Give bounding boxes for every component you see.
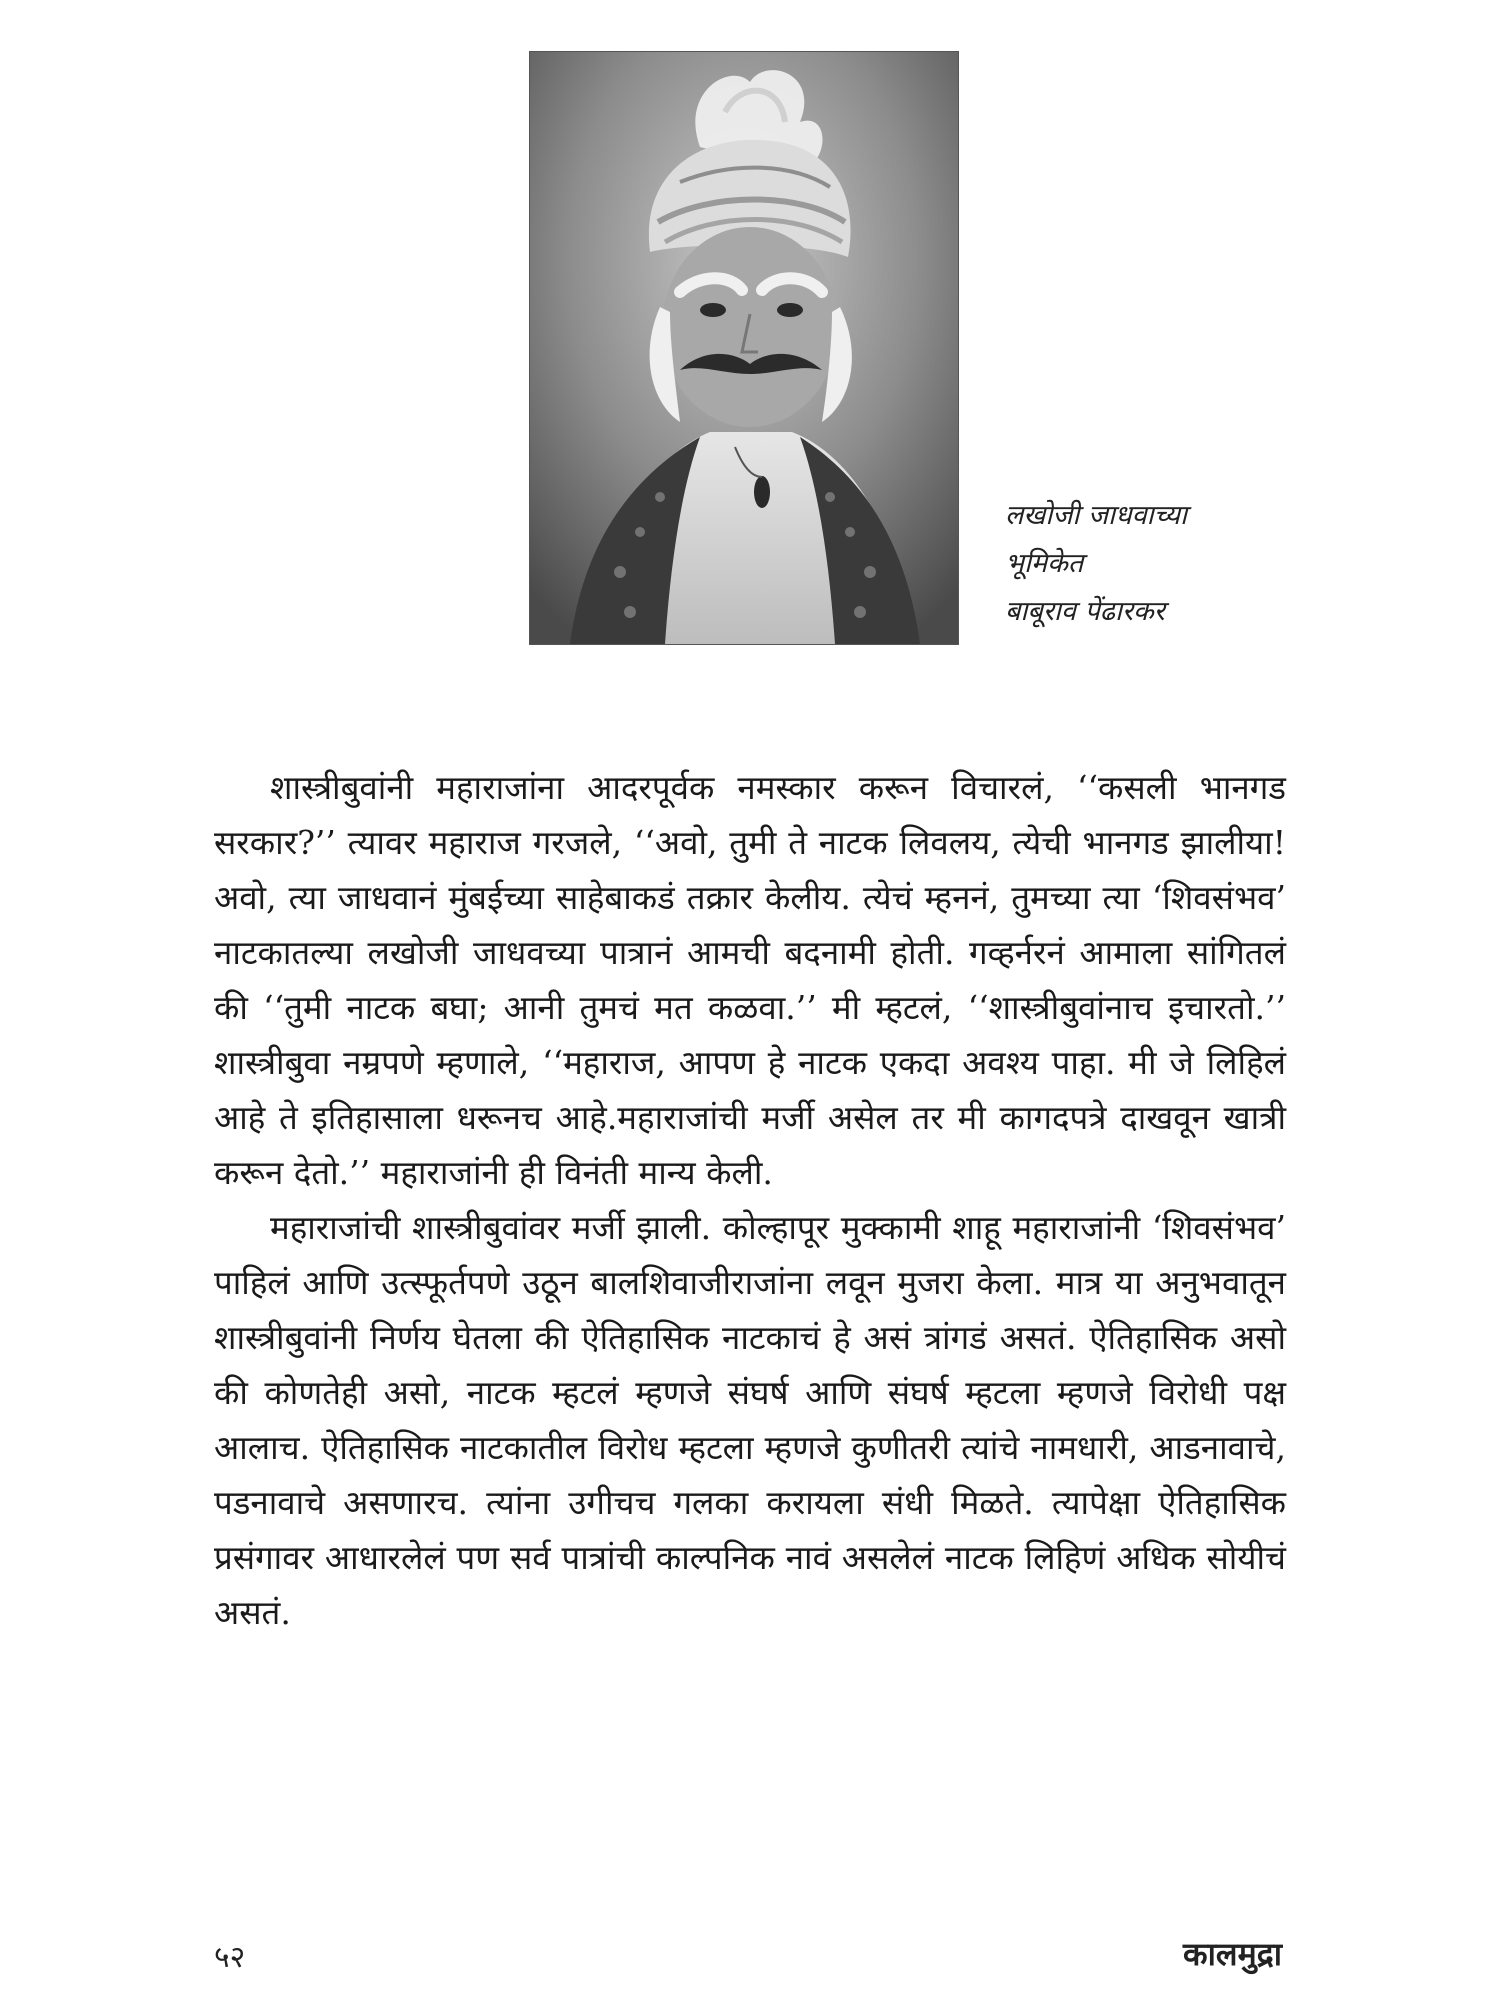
- caption-line-1: लखोजी जाधवाच्या: [1005, 500, 1187, 531]
- running-title: कालमुद्रा: [1183, 1935, 1282, 1973]
- paragraph-1: शास्त्रीबुवांनी महाराजांना आदरपूर्वक नमस्कार करून विचारलं, ‘‘कसली भानगड सरकार?’’ त्यावर महाराज गरजले, ‘‘अवो, तुमी ते नाटक लिवलय, त्येची भानगड झालीया! अवो, त्या जाधवानं मुंबईच्या साहेबाकडं तक्रार केलीय. त्येचं म्हननं, तुमच्या त्या ‘शिवसंभव’ नाटकातल्या लखोजी जाधवच्या पात्रानं आमची बदनामी होती. गव्हर्नरनं आमाला सांगितलं की ‘‘तुमी नाटक बघा; आनी तुमचं मत कळवा.’’ मी म्हटलं, ‘‘शास्त्रीबुवांनाच इचारतो.’’ शास्त्रीबुवा नम्रपणे म्हणाले, ‘‘महाराज, आपण हे नाटक एकदा अवश्य पाहा. मी जे लिहिलं आहे ते इतिहासाला धरूनच आहे.महाराजांची मर्जी असेल तर मी कागदपत्रे दाखवून खात्री करून देतो.’’ महाराजांनी ही विनंती मान्य केली.: [214, 768, 1286, 1192]
- paragraph-2: महाराजांची शास्त्रीबुवांवर मर्जी झाली. कोल्हापूर मुक्कामी शाहू महाराजांनी ‘शिवसंभव’ पाहिलं आणि उत्स्फूर्तपणे उठून बालशिवाजीराजांना लवून मुजरा केला. मात्र या अनुभवातून शास्त्रीबुवांनी निर्णय घेतला की ऐतिहासिक नाटकाचं हे असं त्रांगडं असतं. ऐतिहासिक असो की कोणतेही असो, नाटक म्हटलं म्हणजे संघर्ष आणि संघर्ष म्हटला म्हणजे विरोधी पक्ष आलाच. ऐतिहासिक नाटकातील विरोध म्हटला म्हणजे कुणीतरी त्यांचे नामधारी, आडनावाचे, पडनावाचे असणारच. त्यांना उगीचच गलका करायला संधी मिळते. त्यापेक्षा ऐतिहासिक प्रसंगावर आधारलेलं पण सर्व पात्रांची काल्पनिक नावं असलेलं नाटक लिहिणं अधिक सोयीचं असतं.: [214, 1208, 1286, 1632]
- photo-caption: [1005, 492, 1305, 636]
- caption-line-3: बाबूराव पेंढारकर: [1005, 596, 1165, 627]
- body-text: [214, 760, 1286, 1640]
- portrait-photo: [530, 52, 958, 644]
- portrait-illustration: [530, 52, 958, 644]
- page-number: ५२: [214, 1940, 246, 1975]
- caption-line-2: भूमिकेत: [1005, 548, 1084, 579]
